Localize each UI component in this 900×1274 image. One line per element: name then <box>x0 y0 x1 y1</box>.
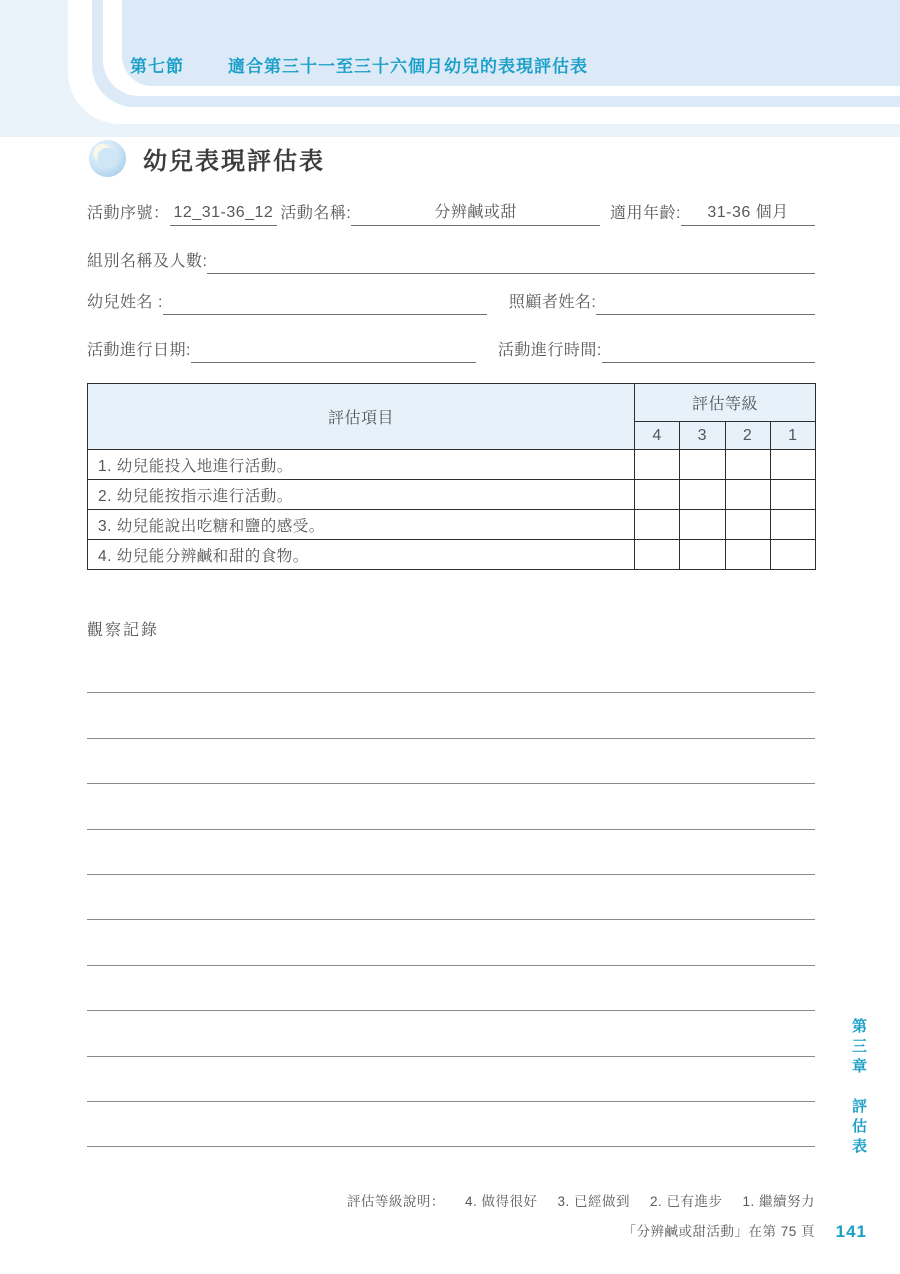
rating-cell <box>680 480 725 510</box>
rating-cell <box>635 510 680 540</box>
chapter-number: 第三章 <box>850 1018 867 1078</box>
activity-no-field: 12_31-36_12 <box>170 203 278 226</box>
rating-column-header: 評估等級 <box>635 384 816 422</box>
chapter-label: 評估表 <box>850 1098 867 1158</box>
form-row-group <box>87 252 815 274</box>
age-field: 31-36 個月 <box>681 203 815 226</box>
items-column-header: 評估項目 <box>88 384 635 450</box>
table-row <box>88 450 816 480</box>
rating-cell <box>770 480 815 510</box>
legend-item: 3. 已經做到 <box>557 1194 630 1209</box>
bubble-icon <box>88 139 127 178</box>
observation-label: 觀察記錄 <box>87 622 160 639</box>
page-title: 幼兒表現評估表 <box>143 148 325 175</box>
child-name-label: 幼兒姓名 : <box>87 294 163 311</box>
assessment-item: 2. 幼兒能按指示進行活動。 <box>88 480 635 510</box>
group-label: 組別名稱及人數: <box>87 253 208 270</box>
date-field <box>191 342 476 363</box>
page-number: 141 <box>835 1222 867 1241</box>
header-panel <box>122 0 900 86</box>
ruled-line <box>87 875 815 920</box>
age-label: 適用年齡: <box>610 205 681 222</box>
caregiver-field <box>596 294 815 315</box>
rating-cell <box>725 450 770 480</box>
assessment-item: 1. 幼兒能投入地進行活動。 <box>88 450 635 480</box>
rating-cell <box>635 540 680 570</box>
rating-cell <box>725 540 770 570</box>
activity-name-label: 活動名稱: <box>280 205 352 222</box>
chapter-tab <box>851 1018 866 1158</box>
rating-level-3: 3 <box>680 422 725 450</box>
rating-cell <box>680 450 725 480</box>
activity-no-label: 活動序號： <box>87 205 170 222</box>
rating-level-4: 4 <box>635 422 680 450</box>
form-title-row <box>88 139 325 178</box>
assessment-item: 3. 幼兒能說出吃糖和鹽的感受。 <box>88 510 635 540</box>
rating-level-1: 1 <box>770 422 815 450</box>
form-row-datetime <box>87 341 815 363</box>
time-label: 活動進行時間: <box>497 342 602 359</box>
date-label: 活動進行日期: <box>87 342 191 359</box>
rating-cell <box>635 480 680 510</box>
table-header-row <box>88 384 816 422</box>
form-row-names <box>87 293 815 315</box>
activity-name-field: 分辨鹹或甜 <box>351 203 600 226</box>
activity-reference: 「分辨鹹或甜活動」在第 75 頁 <box>622 1224 815 1239</box>
child-name-field <box>163 294 487 315</box>
ruled-line <box>87 739 815 784</box>
assessment-table <box>87 383 816 570</box>
ruled-line <box>87 784 815 829</box>
rating-cell <box>725 510 770 540</box>
rating-cell <box>680 540 725 570</box>
observation-lines <box>87 648 815 1147</box>
ruled-line <box>87 830 815 875</box>
rating-cell <box>680 510 725 540</box>
ruled-line <box>87 1057 815 1102</box>
caregiver-label: 照顧者姓名: <box>508 294 597 311</box>
rating-cell <box>770 540 815 570</box>
ruled-line <box>87 1102 815 1147</box>
section-header <box>130 52 588 77</box>
legend-item: 4. 做得很好 <box>464 1194 538 1209</box>
section-title: 適合第三十一至三十六個月幼兒的表現評估表 <box>228 57 588 76</box>
rating-cell <box>635 450 680 480</box>
ruled-line <box>87 1011 815 1056</box>
legend-item: 1. 繼續努力 <box>742 1194 815 1209</box>
group-field <box>207 253 815 274</box>
legend-label: 評估等級說明： <box>346 1194 445 1209</box>
rating-level-2: 2 <box>725 422 770 450</box>
form-row-activity <box>87 203 815 226</box>
time-field <box>602 342 815 363</box>
table-row <box>88 510 816 540</box>
assessment-item: 4. 幼兒能分辨鹹和甜的食物。 <box>88 540 635 570</box>
rating-cell <box>770 450 815 480</box>
ruled-line <box>87 648 815 693</box>
rating-cell <box>770 510 815 540</box>
ruled-line <box>87 966 815 1011</box>
section-number: 第七節 <box>130 57 184 76</box>
rating-cell <box>725 480 770 510</box>
table-row <box>88 480 816 510</box>
table-row <box>88 540 816 570</box>
legend-item: 2. 已有進步 <box>649 1194 723 1209</box>
ruled-line <box>87 693 815 738</box>
ruled-line <box>87 920 815 965</box>
rating-legend <box>347 1190 815 1210</box>
